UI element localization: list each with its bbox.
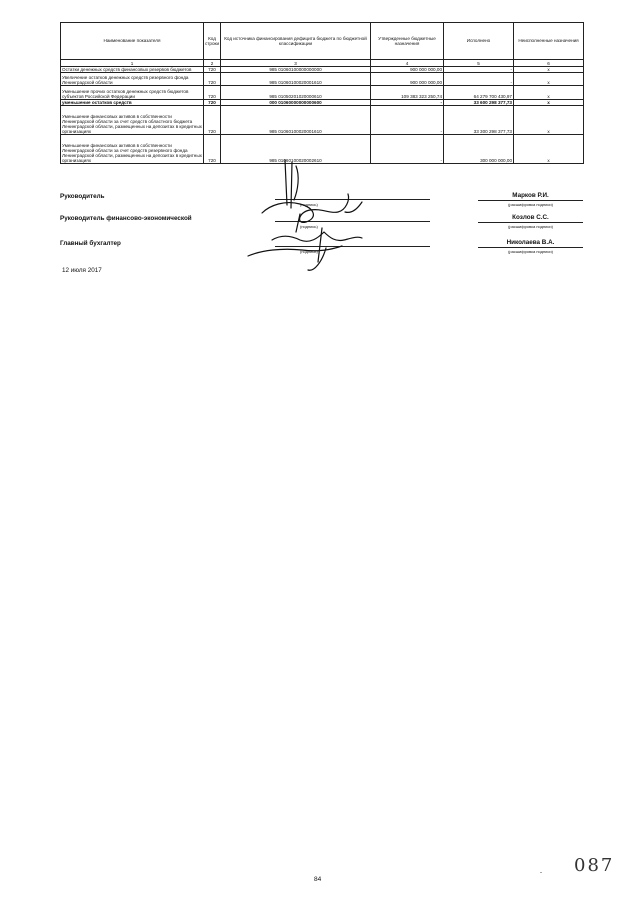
name-caption: (расшифровка подписи): [508, 202, 553, 207]
row-approved: 900 000 000,00: [371, 67, 444, 73]
header-source: Код источника финансирования дефицита бюджета по бюджетной классификации: [221, 23, 371, 60]
dash-mark: -: [540, 870, 542, 876]
signature-row-head: [60, 193, 583, 213]
row-source: 000 01060000000000600: [221, 100, 371, 106]
row-name: Увеличение остатков денежных средств резервного фонда Ленинградской области: [61, 73, 204, 86]
document-date: 12 июля 2017: [62, 267, 102, 274]
row-name: Уменьшение прочих остатков денежных средств бюджетов субъектов Российской Федерации: [61, 86, 204, 100]
table-row: [61, 106, 584, 135]
name-line: [478, 247, 583, 248]
row-executed: 33 600 298 377,73: [444, 100, 514, 106]
row-unexecuted: x: [514, 86, 584, 100]
row-unexecuted: x: [514, 73, 584, 86]
row-name: Уменьшение финансовых активов в собственности Ленинградской области за счет средств областного бюджета Ленинградской области, размещенных на депозитах в кредитных организациях: [61, 106, 204, 135]
row-approved: -: [371, 135, 444, 164]
row-source: 985 01060100000000000: [221, 67, 371, 73]
name-line: [478, 200, 583, 201]
row-code: 720: [204, 86, 221, 100]
row-name: Остатки денежных средств финансовых резервов бюджетов: [61, 67, 204, 73]
row-source: 985 01060100020001610: [221, 106, 371, 135]
column-index-row: [61, 60, 584, 67]
row-executed: -: [444, 67, 514, 73]
signature-line: [275, 221, 430, 222]
row-approved: 900 000 000,00: [371, 73, 444, 86]
table-row: [61, 135, 584, 164]
signature-role: Руководитель финансово-экономической: [60, 215, 192, 222]
signature-line: [275, 199, 430, 200]
name-caption: (расшифровка подписи): [508, 224, 553, 229]
row-name: Уменьшение финансовых активов в собственности Ленинградской области за счет средств резервного фонда Ленинградской области, размещенных на депозитах в кредитных организациях: [61, 135, 204, 164]
signer-name: Марков Р.И.: [512, 192, 549, 199]
signature-caption: (подпись): [300, 249, 318, 254]
row-approved: 109 383 323 250,74: [371, 86, 444, 100]
stamp-number: 087: [574, 855, 615, 876]
page-number: 84: [314, 876, 322, 883]
signature-caption: (подпись): [300, 224, 318, 229]
signature-role: Руководитель: [60, 193, 105, 200]
row-code: 720: [204, 67, 221, 73]
row-code: 720: [204, 106, 221, 135]
row-approved: -: [371, 100, 444, 106]
header-approved: Утвержденные бюджетные назначения: [371, 23, 444, 60]
table-row: [61, 86, 584, 100]
header-unexecuted: Неисполненные назначения: [514, 23, 584, 60]
header-code: Код строки: [204, 23, 221, 60]
signature-row-finance: [60, 215, 583, 235]
table-row: [61, 73, 584, 86]
row-unexecuted: x: [514, 100, 584, 106]
name-caption: (расшифровка подписи): [508, 249, 553, 254]
row-name: уменьшение остатков средств: [61, 100, 204, 106]
row-unexecuted: x: [514, 106, 584, 135]
row-approved: -: [371, 106, 444, 135]
row-source: 985 01050201020000610: [221, 86, 371, 100]
row-executed: 33 300 298 377,73: [444, 106, 514, 135]
row-source: 985 01060100020001610: [221, 73, 371, 86]
signer-name: Николаева В.А.: [506, 239, 555, 246]
column-index: 3: [221, 60, 371, 67]
signature-line: [275, 246, 430, 247]
header-name: Наименование показателя: [61, 23, 204, 60]
row-executed: 300 000 000,00: [444, 135, 514, 164]
budget-sources-table: [60, 22, 584, 164]
row-code: 720: [204, 100, 221, 106]
row-unexecuted: x: [514, 135, 584, 164]
row-unexecuted: x: [514, 67, 584, 73]
table-header-row: [61, 23, 584, 60]
column-index: 2: [204, 60, 221, 67]
column-index: 5: [444, 60, 514, 67]
header-executed: Исполнено: [444, 23, 514, 60]
signer-name: Козлов С.С.: [512, 214, 549, 221]
signature-caption: (подпись): [300, 202, 318, 207]
row-executed: 64 279 700 430,97: [444, 86, 514, 100]
signature-role: Главный бухгалтер: [60, 240, 121, 247]
row-executed: -: [444, 73, 514, 86]
row-source: 985 01060100020002610: [221, 135, 371, 164]
row-code: 720: [204, 73, 221, 86]
row-code: 720: [204, 135, 221, 164]
column-index: 1: [61, 60, 204, 67]
signature-row-accountant: [60, 240, 583, 260]
column-index: 6: [514, 60, 584, 67]
column-index: 4: [371, 60, 444, 67]
name-line: [478, 222, 583, 223]
